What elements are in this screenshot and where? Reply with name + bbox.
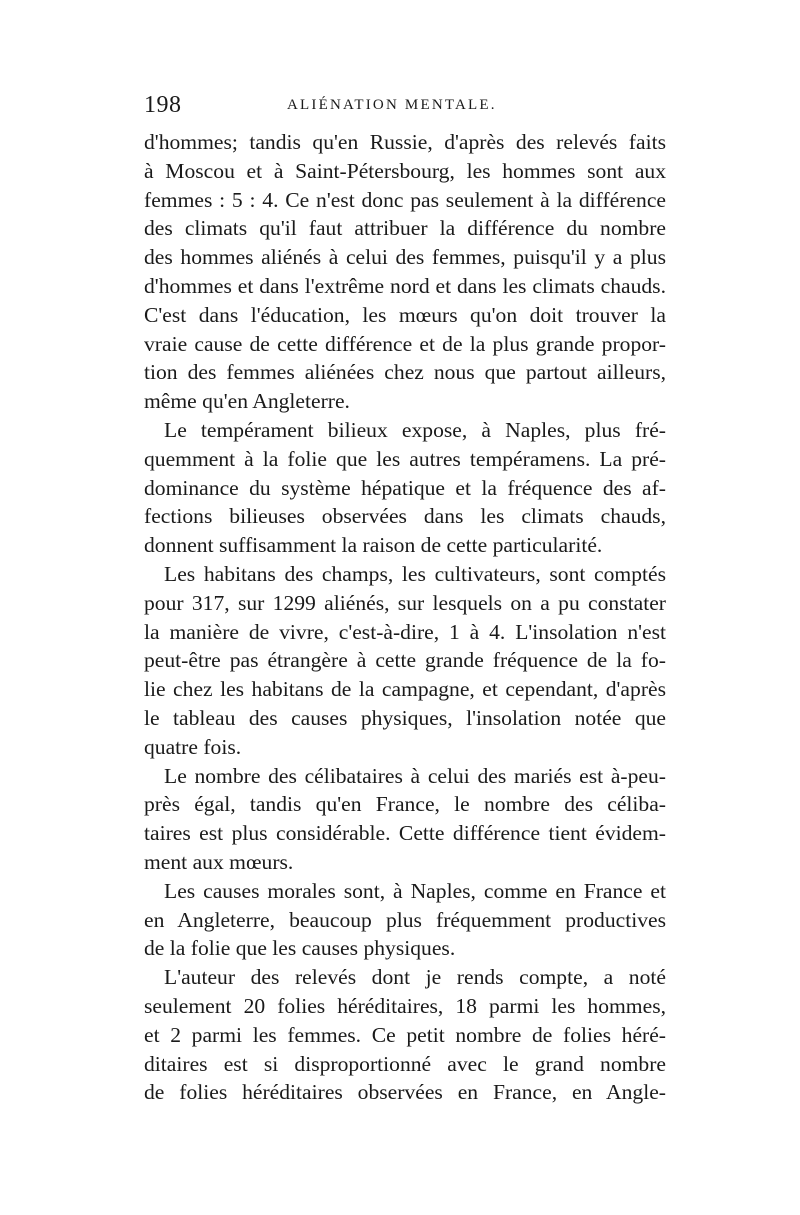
text-line: de folies héréditaires observées en France, en Angle- <box>144 1080 666 1105</box>
text-line: ditaires est si disproportionné avec le grand nombre <box>144 1051 666 1076</box>
text-line: le tableau des causes physiques, l'insolation notée que <box>144 705 666 730</box>
text-line: donnent suffisamment la raison de cette particularité. <box>144 533 603 558</box>
text-line: des hommes aliénés à celui des femmes, puisqu'il y a plus <box>144 245 666 270</box>
text-line: d'hommes; tandis qu'en Russie, d'après des relevés faits <box>144 130 666 154</box>
text-line: taires est plus considérable. Cette différence tient évidem- <box>144 821 666 846</box>
text-line: fections bilieuses observées dans les climats chauds, <box>144 504 666 529</box>
body-text <box>144 128 666 1107</box>
text-line: en Angleterre, beaucoup plus fréquemment productives <box>144 907 666 932</box>
running-title: ALIÉNATION MENTALE. <box>287 97 497 113</box>
text-line: des climats qu'il faut attribuer la différence du nombre <box>144 216 666 241</box>
text-line: la manière de vivre, c'est-à-dire, 1 à 4. L'insolation n'est <box>144 619 666 644</box>
text-line: Les habitans des champs, les cultivateurs, sont comptés <box>164 561 666 586</box>
text-line: à Moscou et à Saint-Pétersbourg, les hommes sont aux <box>144 158 666 183</box>
text-line: lie chez les habitans de la campagne, et cependant, d'après <box>144 677 666 702</box>
text-line: ment aux mœurs. <box>144 849 294 874</box>
text-line: quemment à la folie que les autres tempéramens. La pré- <box>144 446 666 471</box>
text-line: vraie cause de cette différence et de la plus grande propor- <box>144 331 666 356</box>
text-line: et 2 parmi les femmes. Ce petit nombre de folies héré- <box>144 1022 666 1047</box>
page-number: 198 <box>144 92 182 118</box>
text-line: tion des femmes aliénées chez nous que partout ailleurs, <box>144 360 666 385</box>
text-line: C'est dans l'éducation, les mœurs qu'on doit trouver la <box>144 302 666 327</box>
running-head <box>144 92 664 122</box>
text-line: près égal, tandis qu'en France, le nombre des céliba- <box>144 792 666 817</box>
text-line: L'auteur des relevés dont je rends compte, a noté <box>164 965 666 990</box>
text-line: quatre fois. <box>144 734 242 759</box>
text-line: pour 317, sur 1299 aliénés, sur lesquels on a pu constater <box>144 590 666 615</box>
text-line: de la folie que les causes physiques. <box>144 936 456 961</box>
text-line: dominance du système hépatique et la fréquence des af- <box>144 475 666 500</box>
text-line: seulement 20 folies héréditaires, 18 parmi les hommes, <box>144 993 666 1018</box>
text-line: peut-être pas étrangère à cette grande fréquence de la fo- <box>144 648 666 673</box>
text-line: Le nombre des célibataires à celui des mariés est à-peu- <box>164 763 666 788</box>
text-line: Les causes morales sont, à Naples, comme en France et <box>164 878 666 903</box>
text-line: même qu'en Angleterre. <box>144 389 350 414</box>
text-line: d'hommes et dans l'extrême nord et dans les climats chauds. <box>144 273 666 298</box>
text-line: Le tempérament bilieux expose, à Naples, plus fré- <box>164 417 666 442</box>
text-line: femmes : 5 : 4. Ce n'est donc pas seulement à la différence <box>144 187 666 212</box>
